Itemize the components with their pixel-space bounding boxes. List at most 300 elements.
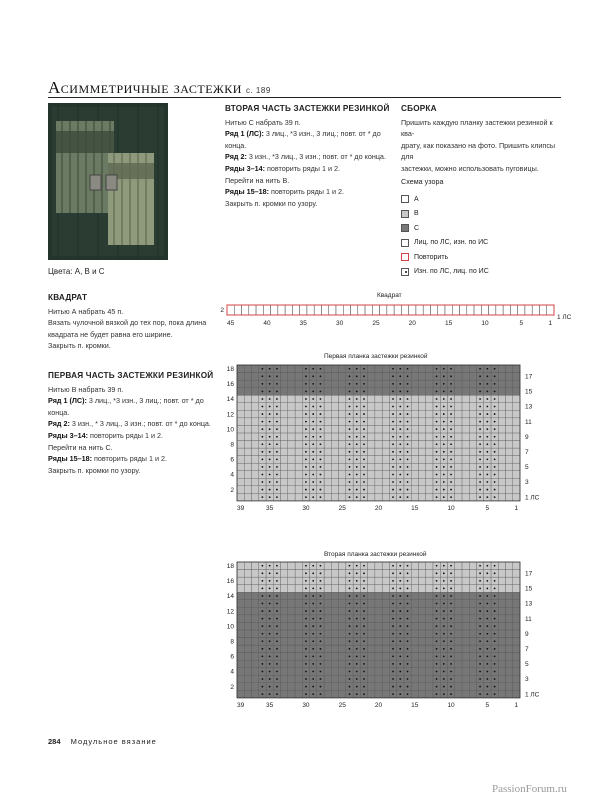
stitch-cell (244, 365, 251, 373)
row-label: 5 (525, 661, 529, 669)
stitch-cell (281, 615, 288, 623)
purl-dot (436, 595, 438, 597)
stitch-cell (288, 615, 295, 623)
stitch-cell (426, 570, 433, 578)
stitch-cell (331, 622, 338, 630)
stitch-cell (426, 638, 433, 646)
stitch-cell (505, 373, 512, 381)
stitch-cell (455, 562, 462, 570)
purl-dot (356, 406, 358, 408)
stitch-cell (462, 410, 469, 418)
purl-dot (320, 383, 322, 385)
stitch-cell (321, 305, 328, 315)
stitch-cell (375, 388, 382, 396)
purl-dot (494, 633, 496, 635)
stitch-cell (418, 471, 425, 479)
purl-dot (312, 458, 314, 460)
page-number: 284 (48, 737, 61, 746)
purl-dot (486, 625, 488, 627)
stitch-cell (513, 660, 520, 668)
stitch-cell (455, 448, 462, 456)
purl-dot (269, 663, 271, 665)
stitch-cell (411, 380, 418, 388)
stitch-cell (426, 441, 433, 449)
row-label: 13 (525, 600, 533, 608)
purl-dot (494, 595, 496, 597)
purl-dot (276, 496, 278, 498)
stitch-cell (455, 675, 462, 683)
stitch-cell (331, 645, 338, 653)
stitch-cell (513, 592, 520, 600)
stitch-cell (252, 456, 259, 464)
purl-dot (392, 496, 394, 498)
stitch-cell (281, 410, 288, 418)
stitch-cell (331, 395, 338, 403)
stitch-cell (331, 418, 338, 426)
part2-line: Нитью С набрать 39 п. (225, 117, 301, 127)
purl-dot (312, 398, 314, 400)
purl-dot (305, 565, 307, 567)
assembly-heading: СБОРКА (401, 104, 437, 113)
stitch-cell (368, 577, 375, 585)
stitch-cell (455, 668, 462, 676)
purl-dot (399, 610, 401, 612)
purl-dot (320, 580, 322, 582)
purl-dot (392, 406, 394, 408)
purl-dot (312, 489, 314, 491)
stitch-cell (462, 441, 469, 449)
stitch-cell (281, 403, 288, 411)
stitch-cell (498, 365, 505, 373)
stitch-cell (411, 486, 418, 494)
stitch-cell (426, 660, 433, 668)
purl-dot (392, 580, 394, 582)
purl-dot (486, 618, 488, 620)
stitch-cell (462, 456, 469, 464)
stitch-cell (411, 660, 418, 668)
stitch-cell (418, 380, 425, 388)
stitch-cell (244, 486, 251, 494)
stitch-cell (368, 622, 375, 630)
row-label: 12 (226, 608, 234, 616)
purl-dot (407, 368, 409, 370)
purl-dot (392, 625, 394, 627)
purl-dot (407, 655, 409, 657)
stitch-cell (237, 592, 244, 600)
stitch-cell (375, 562, 382, 570)
stitch-cell (281, 690, 288, 698)
stitch-cell (455, 585, 462, 593)
purl-dot (392, 588, 394, 590)
stitch-cell (375, 645, 382, 653)
stitch-cell (339, 690, 346, 698)
stitch-cell (452, 305, 459, 315)
stitch-cell (339, 668, 346, 676)
purl-dot (276, 625, 278, 627)
purl-dot (320, 663, 322, 665)
stitch-cell (244, 562, 251, 570)
purl-dot (276, 489, 278, 491)
stitch-cell (324, 373, 331, 381)
stitch-cell (331, 493, 338, 501)
purl-dot (363, 640, 365, 642)
purl-dot (363, 580, 365, 582)
stitch-cell (295, 615, 302, 623)
stitch-cell (455, 403, 462, 411)
col-label: 35 (266, 504, 274, 512)
purl-dot (261, 610, 263, 612)
legend-item-b: В (401, 207, 489, 222)
purl-dot (392, 618, 394, 620)
stitch-cell (368, 683, 375, 691)
col-label: 1 (514, 701, 519, 709)
stitch-cell (237, 373, 244, 381)
row-label: 5 (525, 464, 529, 472)
stitch-cell (505, 403, 512, 411)
purl-dot (399, 678, 401, 680)
purl-dot (407, 678, 409, 680)
stitch-cell (382, 683, 389, 691)
stitch-cell (368, 471, 375, 479)
purl-dot (436, 436, 438, 438)
stitch-cell (252, 660, 259, 668)
stitch-cell (426, 403, 433, 411)
purl-dot (276, 466, 278, 468)
purl-dot (363, 466, 365, 468)
purl-dot (269, 436, 271, 438)
purl-dot (261, 588, 263, 590)
stitch-cell (331, 471, 338, 479)
purl-dot (399, 451, 401, 453)
purl-dot (450, 368, 452, 370)
part2-line: Ряды 15–18: повторить ряды 1 и 2. (225, 187, 344, 197)
stitch-cell (426, 410, 433, 418)
stitch-cell (411, 690, 418, 698)
purl-dot (436, 406, 438, 408)
stitch-cell (324, 471, 331, 479)
stitch-cell (462, 425, 469, 433)
purl-dot (320, 595, 322, 597)
stitch-cell (474, 305, 481, 315)
purl-dot (407, 648, 409, 650)
stitch-cell (324, 365, 331, 373)
stitch-cell (505, 410, 512, 418)
purl-dot (363, 391, 365, 393)
purl-dot (399, 443, 401, 445)
stitch-cell (505, 630, 512, 638)
stitch-cell (462, 683, 469, 691)
part2-line: конца. (225, 140, 247, 150)
stitch-cell (339, 562, 346, 570)
stitch-cell (455, 592, 462, 600)
stitch-cell (411, 630, 418, 638)
stitch-cell (372, 305, 379, 315)
col-label: 30 (302, 701, 310, 709)
purl-dot (392, 368, 394, 370)
stitch-cell (288, 441, 295, 449)
stitch-cell (339, 441, 346, 449)
purl-dot (276, 686, 278, 688)
stitch-cell (339, 395, 346, 403)
row-label: 14 (226, 396, 234, 404)
purl-dot (276, 391, 278, 393)
purl-dot (349, 663, 351, 665)
purl-dot (320, 565, 322, 567)
purl-dot (392, 421, 394, 423)
stitch-cell (513, 638, 520, 646)
col-label: 39 (237, 504, 245, 512)
stitch-cell (411, 403, 418, 411)
stitch-cell (237, 403, 244, 411)
stitch-cell (331, 690, 338, 698)
stitch-cell (455, 441, 462, 449)
purl-dot (494, 648, 496, 650)
purl-dot (407, 618, 409, 620)
stitch-cell (329, 305, 336, 315)
purl-dot (486, 413, 488, 415)
purl-dot (494, 406, 496, 408)
purl-dot (356, 428, 358, 430)
stitch-cell (244, 585, 251, 593)
purl-dot (261, 489, 263, 491)
purl-dot (450, 686, 452, 688)
purl-dot (349, 595, 351, 597)
stitch-cell (244, 645, 251, 653)
stitch-cell (505, 570, 512, 578)
stitch-cell (455, 486, 462, 494)
stitch-cell (462, 668, 469, 676)
row-label: 6 (230, 456, 234, 464)
purl-dot (479, 496, 481, 498)
purl-dot (479, 686, 481, 688)
stitch-cell (382, 585, 389, 593)
title-text: Асимметричные застежки (48, 78, 242, 97)
stitch-cell (455, 388, 462, 396)
col-label: 30 (302, 504, 310, 512)
purl-dot (407, 633, 409, 635)
stitch-cell (339, 463, 346, 471)
row-label: 8 (230, 441, 234, 449)
stitch-cell (513, 425, 520, 433)
purl-dot (356, 678, 358, 680)
stitch-cell (368, 478, 375, 486)
stitch-cell (418, 478, 425, 486)
stitch-cell (505, 441, 512, 449)
stitch-cell (252, 486, 259, 494)
purl-dot (436, 413, 438, 415)
stitch-cell (423, 305, 430, 315)
purl-dot (269, 610, 271, 612)
purl-dot (443, 398, 445, 400)
stitch-cell (505, 365, 512, 373)
purl-dot (312, 413, 314, 415)
stitch-cell (455, 380, 462, 388)
stitch-cell (368, 607, 375, 615)
stitch-cell (460, 305, 467, 315)
stitch-cell (462, 653, 469, 661)
stitch-cell (387, 305, 394, 315)
stitch-cell (513, 570, 520, 578)
purl-dot (320, 693, 322, 695)
purl-dot (261, 671, 263, 673)
purl-dot (305, 603, 307, 605)
stitch-cell (513, 486, 520, 494)
purl-dot (269, 458, 271, 460)
stitch-cell (281, 660, 288, 668)
purl-dot (349, 451, 351, 453)
col-label: 15 (411, 701, 419, 709)
purl-dot (494, 640, 496, 642)
purl-dot (363, 572, 365, 574)
stitch-cell (382, 441, 389, 449)
purl-dot (407, 413, 409, 415)
purl-dot (312, 443, 314, 445)
purl-dot (261, 451, 263, 453)
stitch-cell (375, 441, 382, 449)
purl-dot (407, 383, 409, 385)
row-label: 2 (230, 486, 234, 494)
row-label: 3 (525, 676, 529, 684)
stitch-cell (382, 653, 389, 661)
stitch-cell (375, 577, 382, 585)
stitch-cell (237, 425, 244, 433)
purl-dot (349, 428, 351, 430)
purl-dot (312, 421, 314, 423)
stitch-cell (513, 622, 520, 630)
stitch-cell (249, 305, 256, 315)
stitch-cell (469, 365, 476, 373)
stitch-cell (244, 690, 251, 698)
purl-dot (399, 565, 401, 567)
stitch-cell (244, 448, 251, 456)
stitch-cell (252, 615, 259, 623)
stitch-cell (469, 690, 476, 698)
purl-dot (494, 580, 496, 582)
stitch-cell (462, 600, 469, 608)
stitch-cell (505, 486, 512, 494)
stitch-cell (498, 380, 505, 388)
stitch-cell (237, 645, 244, 653)
purl-dot (486, 663, 488, 665)
stitch-cell (244, 615, 251, 623)
stitch-cell (498, 690, 505, 698)
row-label: 1 ЛС (525, 494, 540, 502)
stitch-cell (462, 630, 469, 638)
stitch-cell (498, 410, 505, 418)
purl-dot (443, 678, 445, 680)
stitch-cell (469, 395, 476, 403)
purl-dot (276, 693, 278, 695)
purl-dot (443, 595, 445, 597)
purl-dot (305, 489, 307, 491)
stitch-cell (281, 622, 288, 630)
purl-dot (276, 678, 278, 680)
stitch-cell (469, 675, 476, 683)
stitch-cell (281, 600, 288, 608)
stitch-cell (498, 660, 505, 668)
stitch-cell (281, 638, 288, 646)
purl-dot (399, 595, 401, 597)
stitch-cell (382, 600, 389, 608)
purl-dot (392, 655, 394, 657)
purl-dot (312, 663, 314, 665)
purl-dot (486, 655, 488, 657)
stitch-cell (513, 690, 520, 698)
purl-dot (436, 375, 438, 377)
kvadrat-line: Закрыть п. кромки. (48, 341, 111, 351)
stitch-cell (375, 592, 382, 600)
stitch-cell (426, 380, 433, 388)
row-label: 1 ЛС (525, 691, 540, 699)
stitch-cell (331, 653, 338, 661)
stitch-cell (242, 305, 249, 315)
purl-dot (320, 648, 322, 650)
purl-dot (363, 588, 365, 590)
part1-line: Нитью В набрать 39 п. (48, 384, 124, 394)
purl-dot (436, 451, 438, 453)
purl-dot (320, 610, 322, 612)
stitch-cell (505, 433, 512, 441)
purl-dot (443, 640, 445, 642)
purl-dot (305, 678, 307, 680)
purl-dot (494, 413, 496, 415)
purl-dot (443, 588, 445, 590)
stitch-cell (339, 607, 346, 615)
row-label: 8 (230, 638, 234, 646)
stitch-cell (288, 433, 295, 441)
purl-dot (407, 610, 409, 612)
stitch-cell (331, 410, 338, 418)
purl-dot (392, 633, 394, 635)
purl-dot (392, 466, 394, 468)
col-label: 40 (263, 320, 271, 327)
row-label: 15 (525, 585, 533, 593)
stitch-cell (281, 471, 288, 479)
purl-dot (443, 565, 445, 567)
purl-dot (392, 383, 394, 385)
purl-dot (392, 481, 394, 483)
purl-dot (312, 474, 314, 476)
purl-dot (261, 391, 263, 393)
purl-dot (407, 671, 409, 673)
purl-dot (392, 663, 394, 665)
stitch-cell (339, 592, 346, 600)
col-label: 35 (266, 701, 274, 709)
stitch-cell (237, 690, 244, 698)
stitch-cell (375, 395, 382, 403)
stitch-cell (324, 410, 331, 418)
col-label: 25 (338, 701, 346, 709)
stitch-cell (426, 425, 433, 433)
stitch-cell (314, 305, 321, 315)
stitch-cell (513, 380, 520, 388)
stitch-cell (237, 630, 244, 638)
stitch-cell (513, 675, 520, 683)
stitch-cell (426, 471, 433, 479)
stitch-cell (498, 570, 505, 578)
purl-dot (486, 595, 488, 597)
purl-dot (269, 572, 271, 574)
stitch-cell (469, 600, 476, 608)
stitch-cell (237, 622, 244, 630)
stitch-cell (513, 607, 520, 615)
stitch-cell (288, 585, 295, 593)
stitch-cell (244, 463, 251, 471)
stitch-cell (339, 570, 346, 578)
stitch-cell (237, 585, 244, 593)
purl-dot (269, 693, 271, 695)
stitch-cell (295, 660, 302, 668)
